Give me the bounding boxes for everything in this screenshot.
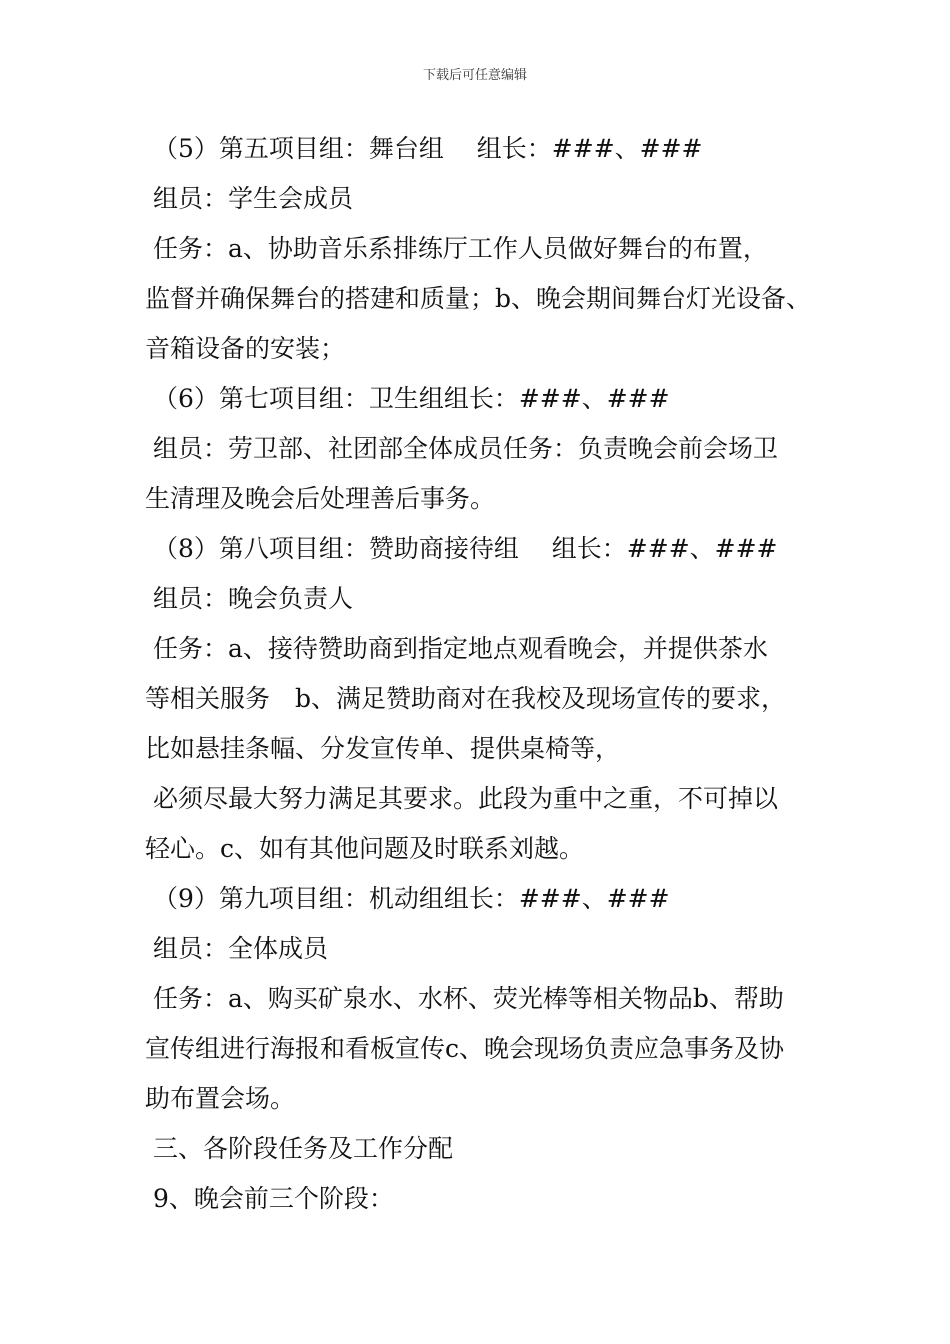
text-line: 音箱设备的安装； [145,334,346,363]
text-line: 9、晚会前三个阶段： [145,1184,394,1213]
text-line: （8）第八项目组：赞助商接待组 组长：###、### [145,534,778,563]
text-line: （5）第五项目组：舞台组 组长：###、### [145,134,703,163]
text-line: 轻心。c、如有其他问题及时联系刘越。 [145,834,585,863]
section-heading: 三、各阶段任务及工作分配 [145,1134,453,1163]
text-line: 监督并确保舞台的搭建和质量；b、晚会期间舞台灯光设备、 [145,284,812,313]
text-line: 生清理及晚会后处理善后事务。 [145,484,496,513]
text-line: 助布置会场。 [145,1084,296,1113]
text-line: 必须尽最大努力满足其要求。此段为重中之重，不可掉以 [145,784,778,813]
text-line: 组员：全体成员 [145,934,328,963]
text-line: 组员：劳卫部、社团部全体成员任务：负责晚会前会场卫 [145,434,778,463]
text-line: 组员：晚会负责人 [145,584,353,613]
text-line: 任务：a、接待赞助商到指定地点观看晚会，并提供茶水 [145,634,768,663]
text-line: 任务：a、协助音乐系排练厅工作人员做好舞台的布置， [145,234,768,263]
page-header-note: 下载后可任意编辑 [422,68,527,83]
text-line: 组员：学生会成员 [145,184,353,213]
text-line: 比如悬挂条幅、分发宣传单、提供桌椅等， [145,734,621,763]
text-line: 等相关服务 b、满足赞助商对在我校及现场宣传的要求， [145,684,787,713]
text-line: （6）第七项目组：卫生组组长：###、### [145,384,670,413]
text-line: 任务：a、购买矿泉水、水杯、荧光棒等相关物品b、帮助 [145,984,784,1013]
text-line: 宣传组进行海报和看板宣传c、晚会现场负责应急事务及协 [145,1034,785,1063]
text-line: （9）第九项目组：机动组组长：###、### [145,884,670,913]
document-body [145,124,835,1224]
